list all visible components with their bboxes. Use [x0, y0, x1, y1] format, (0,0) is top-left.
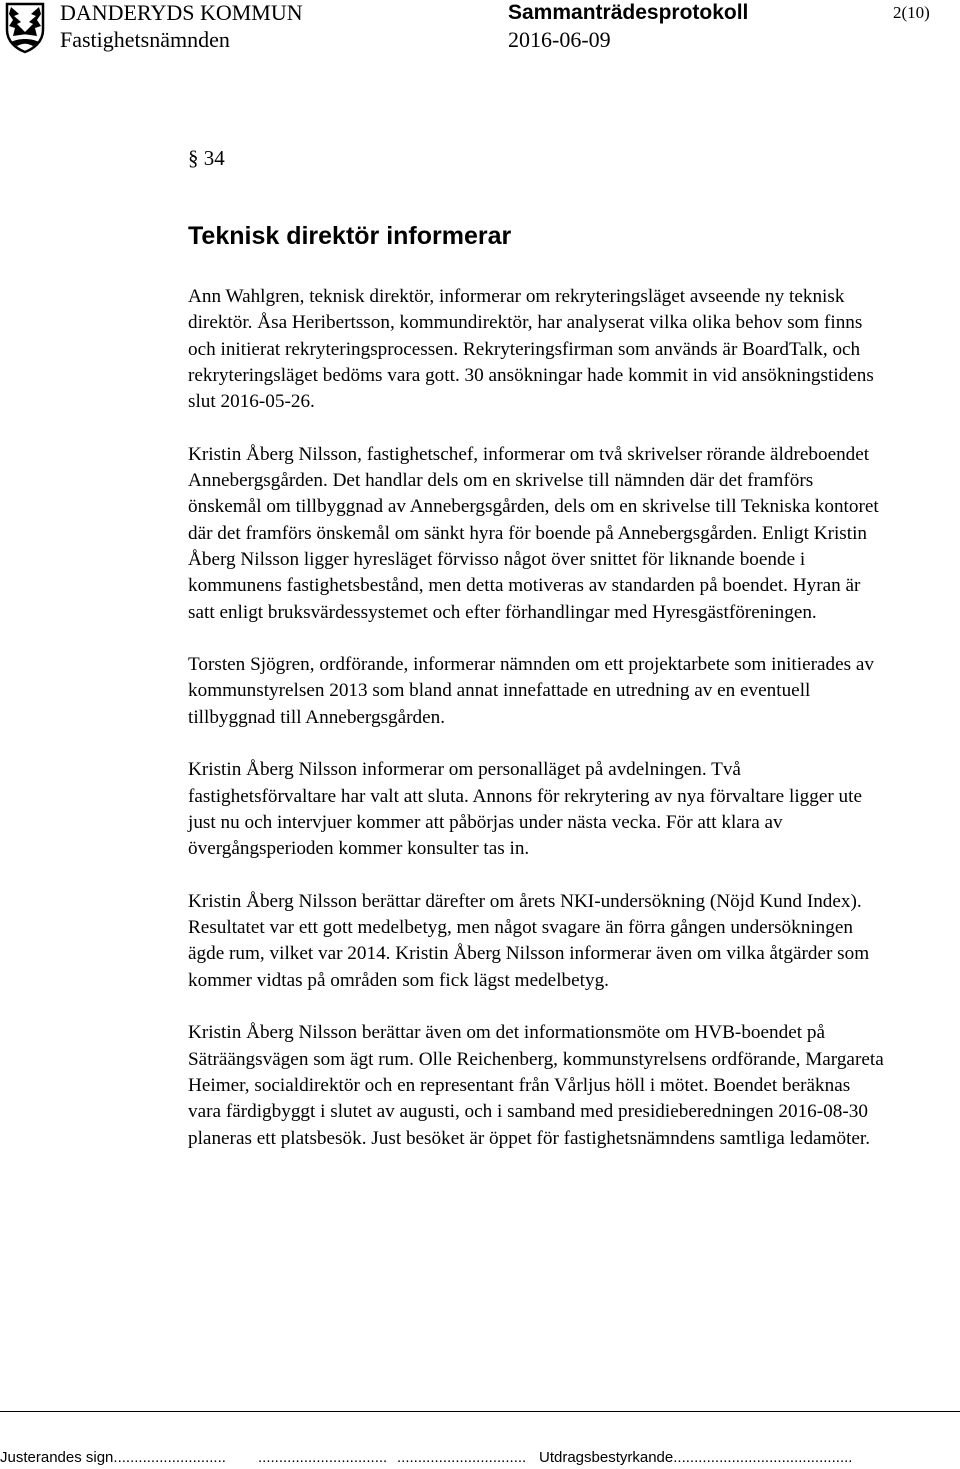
signature-line: ...............................	[397, 1449, 527, 1466]
paragraph: Kristin Åberg Nilsson, fastighetschef, informerar om två skrivelser rörande äldreboendet Annebergsgården. Det handlar dels om en skrivelse till nämnden där det framförs önskemål om tillbyggnad av Annebergsgården, dels om en skrivelse till Tekniska kontoret där det framförs önskemål om sänkt hyra för boende på Annebergsgården. Enligt Kristin Åberg Nilsson ligger hyresläget förvisso något över snittet för liknande boende i kommunens fastighetsbestånd, men detta motiveras av standarden på boendet. Hyran är satt enligt bruksvärdessystemet och efter förhandlingar med Hyresgästföreningen.	[188, 443, 879, 623]
coat-of-arms-icon	[5, 2, 45, 54]
organization-name: DANDERYDS KOMMUN	[60, 0, 303, 25]
extract-certification-label: Utdragsbestyrkande...........................................	[539, 1449, 853, 1466]
paragraph-number: § 34	[188, 146, 225, 170]
page-number: 2(10)	[893, 3, 930, 22]
paragraph: Kristin Åberg Nilsson berättar även om det informationsmöte om HVB-boendet på Säträängsvägen som ägt rum. Olle Reichenberg, kommunstyrelsens ordförande, Margareta Heimer, socialdirektör och en representant från Vårljus höll i mötet. Boendet beräknas vara färdigbyggt i slutet av augusti, och i samband med presidieberedningen 2016-08-30 planeras ett platsbesök. Just besöket är öppet för fastighetsnämndens samtliga ledamöter.	[188, 1022, 884, 1149]
meeting-date: 2016-06-09	[508, 27, 611, 52]
paragraph: Kristin Åberg Nilsson berättar därefter om årets NKI-undersökning (Nöjd Kund Index). Resultatet var ett gott medelbetyg, men något svagare än förra gången undersökningen ägde rum, vilket var 2014. Kristin Åberg Nilsson informerar även om vilka åtgärder som kommer vidtas på områden som fick lägst medelbetyg.	[188, 890, 870, 991]
footer-divider	[0, 1411, 960, 1412]
adjuster-signature-label: Justerandes sign...........................	[0, 1449, 226, 1466]
paragraph: Torsten Sjögren, ordförande, informerar nämnden om ett projektarbete som initierades av kommunstyrelsen 2013 som bland annat innefattade en utredning av en eventuell tillbyggnad till Annebergsgården.	[188, 654, 874, 728]
signature-line: ...............................	[258, 1449, 388, 1466]
document-type: Sammanträdesprotokoll	[508, 1, 749, 24]
paragraph: Kristin Åberg Nilsson informerar om personalläget på avdelningen. Två fastighetsförvaltare har valt att sluta. Annons för rekrytering av nya förvaltare ligger ute just nu och intervjuer kommer att påbörjas under nästa vecka. För att klara av övergångsperioden kommer konsulter tas in.	[188, 759, 862, 860]
body-text	[188, 284, 888, 1178]
committee-name: Fastighetsnämnden	[60, 27, 230, 52]
section-heading: Teknisk direktör informerar	[188, 222, 512, 250]
paragraph: Ann Wahlgren, teknisk direktör, informerar om rekryteringsläget avseende ny teknisk direktör. Åsa Heribertsson, kommundirektör, har analyserat vilka olika behov som finns och initierat rekryteringsprocessen. Rekryteringsfirman som används är BoardTalk, och rekryteringsläget bedöms vara gott. 30 ansökningar hade kommit in vid ansökningstidens slut 2016-05-26.	[188, 286, 874, 413]
